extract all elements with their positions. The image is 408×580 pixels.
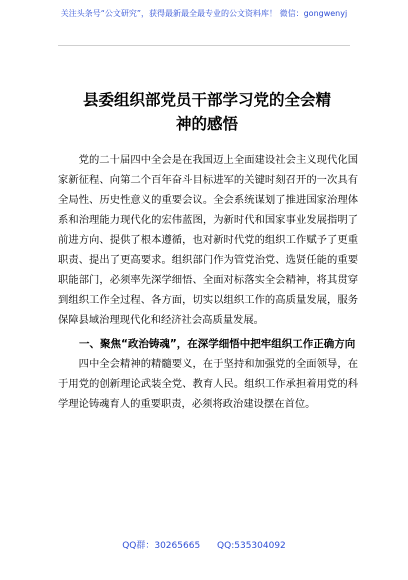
paragraph-intro: 党的二十届四中全会是在我国迈上全面建设社会主义现代化国家新征程、向第二个百年奋斗目标进军的关键时刻召开的一次具有全局性、历史性意义的重要会议。全会系统谋划了推进国家治理体系和治理能力现代化的宏伟蓝图，为新时代和国家事业发展指明了前进方向、提供了根本遵循，也对新时代党的组织工作赋予了更重职责、提出了更高要求。组织部门作为管党治党、选贤任能的重要职能部门，必须率先深学细悟、全面对标落实全会精神，将其贯穿到组织工作全过程、各方面，切实以组织工作的高质量发展，服务保障县域治理现代化和经济社会高质量发展。 [58, 154, 358, 326]
paragraph-section-1: 四中全会精神的精髓要义，在于坚持和加强党的全面领导，在于用党的创新理论武装全党、教育人民。组织工作承担着用党的科学理论铸魂育人的重要职责，必须将政治建设摆在首位。 [58, 358, 358, 410]
title-line-2: 神的感悟 [175, 115, 238, 133]
document-body [58, 150, 358, 414]
footer-contact [0, 538, 408, 551]
header-divider [58, 45, 350, 46]
section-heading-1: 一、聚焦“政治铸魂”，在深学细悟中把牢组织工作正确方向 [79, 338, 356, 350]
footer-qq-number: QQ:535304092 [217, 541, 286, 551]
header-notice: 关注头条号“公文研究”，获得最新最全最专业的公文资料库！ 微信：gongwenyj [60, 9, 348, 18]
document-title [62, 88, 352, 136]
title-line-1: 县委组织部党员干部学习党的全会精 [82, 91, 331, 109]
footer-qq-group: QQ群：30265665 [122, 541, 201, 551]
